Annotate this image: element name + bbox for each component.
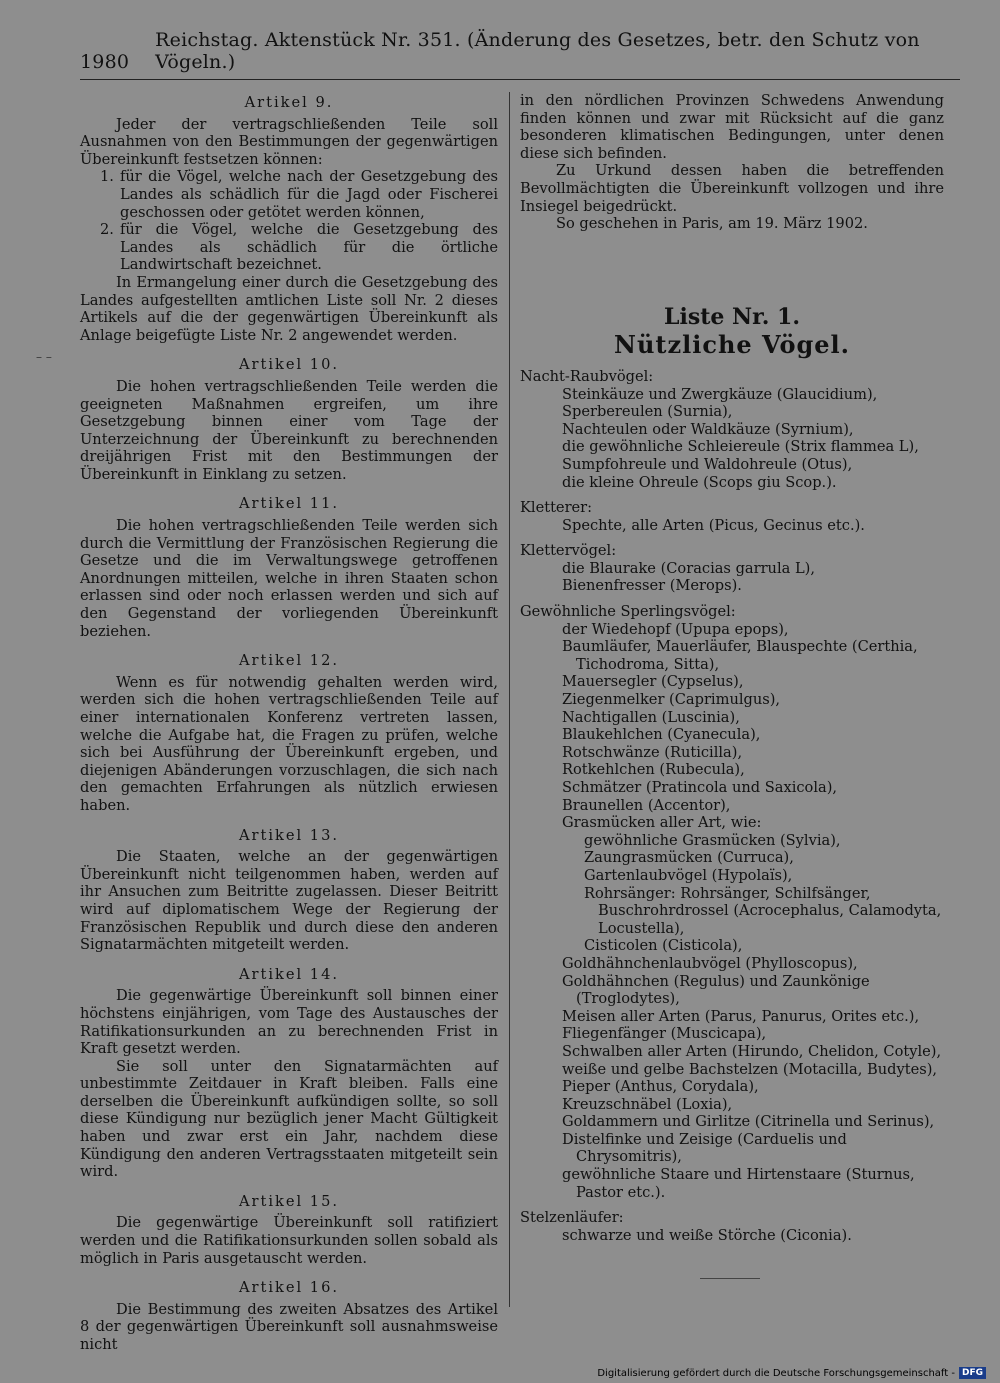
list-item: Blaukehlchen (Cyanecula), <box>562 726 761 744</box>
list-item: die gewöhnliche Schleiereule (Strix flammea L), <box>562 438 919 456</box>
credit-text: Digitalisierung gefördert durch die Deutsche Forschungsgemeinschaft - <box>597 1367 955 1379</box>
list-item: Goldhähnchenlaubvögel (Phylloscopus), <box>562 954 858 972</box>
list-subitem: Rohrsänger: Rohrsänger, Schilfsänger, Buschrohrdrossel (Acrocephalus, Calamodyta, Locustella), <box>584 884 942 937</box>
list-item: Braunellen (Accentor), <box>562 796 731 814</box>
column-divider <box>509 92 510 1307</box>
list-item: Spechte, alle Arten (Picus, Gecinus etc.). <box>562 516 865 534</box>
list-item: Bienenfresser (Merops). <box>562 577 742 595</box>
article-14-para1: Die gegenwärtige Übereinkunft soll binnen einer höchstens einjährigen, vom Tage des Austausches der Ratifikationsurkunden an zu berechnenden Frist in Kraft gesetzt werden. <box>80 987 498 1058</box>
article-13-title: Artikel 13. <box>238 826 340 844</box>
list-item: Nachteulen oder Waldkäuze (Syrnium), <box>562 420 854 438</box>
list-item: die Blaurake (Coracias garrula L), <box>562 559 815 577</box>
group-label: Klettervögel: <box>520 542 617 560</box>
article-12-text: Wenn es für notwendig gehalten werden wird, werden sich die hohen vertragschließenden Teile auf einer internationalen Konferenz vertreten lassen, welche die Aufgabe hat, die Fragen zu prüfen, welche sich bei Ausführung der Übereinkunft ergeben, und diejenigen Abänderungen vorzuschlagen, die sich nach den gemachten Erfahrungen als nützlich erwiesen haben. <box>80 673 498 814</box>
list-item: Meisen aller Arten (Parus, Panurus, Orites etc.), <box>562 1007 920 1025</box>
right-column <box>520 92 944 1244</box>
running-header <box>80 29 960 80</box>
list-item: der Wiedehopf (Upupa epops), <box>562 620 789 638</box>
bird-group <box>520 603 944 1201</box>
list-item: Goldammern und Girlitze (Citrinella und Serinus), <box>562 1113 935 1131</box>
article-14-title: Artikel 14. <box>238 965 340 983</box>
list-title: Liste Nr. 1. <box>664 303 800 330</box>
end-rule <box>700 1278 760 1279</box>
list-item: Baumläufer, Mauerläufer, Blauspechte (Certhia, Tichodroma, Sitta), <box>562 638 918 673</box>
list-subitem: Gartenlaubvögel (Hypolaïs), <box>584 866 793 884</box>
list-item: Rotschwänze (Ruticilla), <box>562 743 743 761</box>
witness-clause: Zu Urkund dessen haben die betreffenden Bevollmächtigten die Übereinkunft vollzogen und ihre Insiegel beigedrückt. <box>520 162 944 215</box>
article-9-title: Artikel 9. <box>244 94 334 111</box>
list-item: gewöhnliche Staare und Hirtenstaare (Sturnus, Pastor etc.). <box>562 1166 915 1201</box>
page-number: 1980 <box>80 51 130 73</box>
list-item: Ziegenmelker (Caprimulgus), <box>562 691 781 709</box>
article-13-text: Die Staaten, welche an der gegenwärtigen Übereinkunft nicht teilgenommen haben, werden auf ihr Ansuchen zum Beitritte zugelassen. Dieser Beitritt wird auf diplomatischem Wege der Regierung der Französischen Republik und durch diese den anderen Signatarmächten mitgeteilt werden. <box>80 848 498 954</box>
list-item: Sperbereulen (Surnia), <box>562 403 733 421</box>
article-9-para2: In Ermangelung einer durch die Gesetzgebung des Landes aufgestellten amtlichen Liste soll Nr. 2 dieses Artikels auf die der gegenwärtigen Übereinkunft als Anlage beigefügte Liste Nr. 2 angewendet werden. <box>80 273 498 344</box>
article-16-continuation: in den nördlichen Provinzen Schwedens Anwendung finden können und zwar mit Rücksicht auf die ganz besonderen klimatischen Bedingungen, unter denen diese sich befinden. <box>520 92 944 162</box>
bird-group <box>520 499 944 534</box>
margin-mark: – – <box>36 350 52 364</box>
article-12-title: Artikel 12. <box>238 652 340 670</box>
list-item: Rotkehlchen (Rubecula), <box>562 761 745 779</box>
list-item: Schwalben aller Arten (Hirundo, Chelidon, Cotyle), <box>562 1042 942 1060</box>
done-at-clause: So geschehen in Paris, am 19. März 1902. <box>556 215 868 233</box>
article-9-intro: Jeder der vertragschließenden Teile soll Ausnahmen von den Bestimmungen der gegenwärtigen Übereinkunft festsetzen können: <box>80 115 498 168</box>
list-item: Mauersegler (Cypselus), <box>562 673 744 691</box>
article-10-text: Die hohen vertragschließenden Teile werden die geeigneten Maßnahmen ergreifen, um ihre Gesetzgebung binnen einer vom Tage der Unterzeichnung der Übereinkunft zu berechnenden dreijährigen Frist mit den Bestimmungen der Übereinkunft in Einklang zu setzen. <box>80 377 498 483</box>
article-9-item: 2. für die Vögel, welche die Gesetzgebung des Landes als schädlich für die örtliche Landwirtschaft bezeichnet. <box>100 221 498 274</box>
article-15-title: Artikel 15. <box>238 1192 340 1210</box>
list-subitem: Cisticolen (Cisticola), <box>584 937 743 955</box>
group-label: Nacht-Raubvögel: <box>520 367 654 385</box>
article-14-para2: Sie soll unter den Signatarmächten auf unbestimmte Zeitdauer in Kraft bleiben. Falls eine derselben die Übereinkunft aufkündigen sollte, so soll diese Kündigung nur bezüglich jener Macht Gültigkeit haben und zwar erst ein Jahr, nachdem diese Kündigung den anderen Vertragsstaaten mitgeteilt sein wird. <box>80 1057 498 1181</box>
list-item: Goldhähnchen (Regulus) und Zaunkönige (Troglodytes), <box>562 972 870 1008</box>
bird-group <box>520 1209 944 1244</box>
article-11-text: Die hohen vertragschließenden Teile werden sich durch die Vermittlung der Französischen Regierung die Gesetze und die im Verwaltungswege getroffenen Anordnungen mitteilen, welche in ihren Staaten schon erlassen sind oder noch erlassen werden und sich auf den Gegenstand der vorliegenden Übereinkunft beziehen. <box>80 517 498 640</box>
running-title: Reichstag. Aktenstück Nr. 351. (Änderung des Gesetzes, betr. den Schutz von Vögeln.) <box>155 29 920 73</box>
left-column <box>80 92 498 1354</box>
article-16-title: Artikel 16. <box>238 1279 340 1297</box>
list-item: weiße und gelbe Bachstelzen (Motacilla, Budytes), <box>562 1060 938 1078</box>
bird-group <box>520 368 944 491</box>
list-item: Distelfinke und Zeisige (Carduelis und Chrysomitris), <box>562 1130 847 1166</box>
article-15-text: Die gegenwärtige Übereinkunft soll ratifiziert werden und die Ratifikationsurkunden sollen sobald als möglich in Paris ausgetauscht werden. <box>80 1214 498 1267</box>
bird-group <box>520 542 944 595</box>
list-item: Nachtigallen (Luscinia), <box>562 708 740 726</box>
list-item: Fliegenfänger (Muscicapa), <box>562 1025 767 1043</box>
group-label: Kletterer: <box>520 499 593 517</box>
list-item: Schmätzer (Pratincola und Saxicola), <box>562 779 838 796</box>
list-item: Grasmücken aller Art, wie: <box>562 814 762 832</box>
list-subitem: gewöhnliche Grasmücken (Sylvia), <box>584 831 841 849</box>
group-label: Stelzenläufer: <box>520 1209 624 1227</box>
article-11-title: Artikel 11. <box>238 495 340 513</box>
dfg-logo-icon: DFG <box>959 1367 986 1379</box>
group-label: Gewöhnliche Sperlingsvögel: <box>520 603 736 621</box>
article-16-text: Die Bestimmung des zweiten Absatzes des Artikel 8 der gegenwärtigen Übereinkunft soll ausnahmsweise nicht <box>80 1300 498 1353</box>
list-item: Pieper (Anthus, Corydala), <box>562 1078 759 1096</box>
article-9-items <box>80 168 498 274</box>
list-subtitle: Nützliche Vögel. <box>614 330 850 360</box>
list-subitem: Zaungrasmücken (Curruca), <box>584 849 794 867</box>
list-item: Sumpfohreule und Waldohreule (Otus), <box>562 455 853 473</box>
article-10-title: Artikel 10. <box>238 356 340 374</box>
list-item: Steinkäuze und Zwergkäuze (Glaucidium), <box>562 385 878 403</box>
article-9-item: 1. für die Vögel, welche nach der Gesetzgebung des Landes als schädlich für die Jagd oder Fischerei geschossen oder getötet werden können, <box>100 168 498 221</box>
list-item: schwarze und weiße Störche (Ciconia). <box>562 1226 852 1244</box>
list-item: die kleine Ohreule (Scops giu Scop.). <box>562 473 837 491</box>
list-item: Kreuzschnäbel (Loxia), <box>562 1095 733 1113</box>
digitization-credit <box>597 1367 986 1379</box>
